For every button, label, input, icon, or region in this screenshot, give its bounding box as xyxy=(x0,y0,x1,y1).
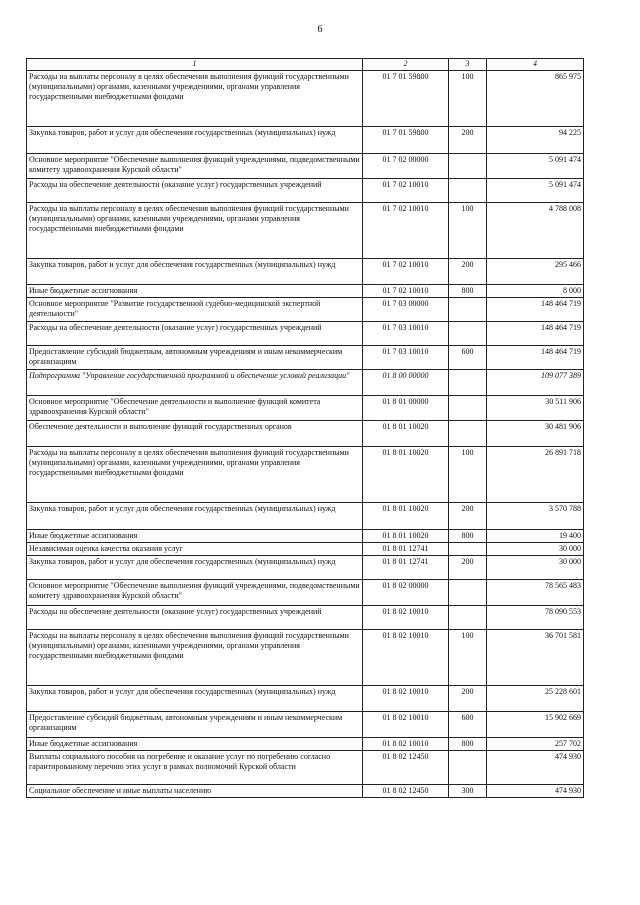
row-kind-cell: 600 xyxy=(449,712,487,738)
row-kind-cell xyxy=(449,580,487,606)
row-name-cell: Основное мероприятие "Обеспечение деятельности и выполнение функций комитета здравоохранения Курской области" xyxy=(27,396,363,421)
row-sum-cell: 30 000 xyxy=(487,543,584,556)
row-sum-cell: 3 570 788 xyxy=(487,503,584,530)
row-name-cell: Предоставление субсидий бюджетным, автономным учреждениям и иным некоммерческим организациям xyxy=(27,346,363,370)
row-kind-cell: 800 xyxy=(449,738,487,751)
row-kind-cell xyxy=(449,298,487,322)
table-row xyxy=(27,543,584,556)
column-header-3: 3 xyxy=(449,59,487,71)
row-name-cell: Подпрограмма "Управление государственной программой и обеспечение условий реализации" xyxy=(27,370,363,396)
row-code-cell: 01 8 02 00000 xyxy=(363,580,449,606)
table-row xyxy=(27,751,584,785)
row-kind-cell: 100 xyxy=(449,630,487,686)
row-code-cell: 01 7 01 59800 xyxy=(363,71,449,127)
row-sum-cell: 15 902 669 xyxy=(487,712,584,738)
row-code-cell: 01 7 02 00000 xyxy=(363,154,449,179)
row-sum-cell: 148 464 719 xyxy=(487,346,584,370)
row-name-cell: Закупка товаров, работ и услуг для обеспечения государственных (муниципальных) нужд xyxy=(27,259,363,285)
table-row xyxy=(27,556,584,580)
row-sum-cell: 5 091 474 xyxy=(487,154,584,179)
column-header-1: 1 xyxy=(27,59,363,71)
row-name-cell: Основное мероприятие "Обеспечение выполнения функций учреждениями, подведомственными комитету здравоохранения Курской области" xyxy=(27,154,363,179)
row-sum-cell: 257 702 xyxy=(487,738,584,751)
row-kind-cell: 200 xyxy=(449,503,487,530)
row-name-cell: Закупка товаров, работ и услуг для обеспечения государственных (муниципальных) нужд xyxy=(27,556,363,580)
row-name-cell: Обеспечение деятельности и выполнение функций государственных органов xyxy=(27,421,363,447)
row-sum-cell: 30 000 xyxy=(487,556,584,580)
row-sum-cell: 78 565 483 xyxy=(487,580,584,606)
row-kind-cell: 200 xyxy=(449,127,487,154)
row-sum-cell: 8 000 xyxy=(487,285,584,298)
row-sum-cell: 4 788 008 xyxy=(487,203,584,259)
table-row xyxy=(27,298,584,322)
row-code-cell: 01 7 02 10010 xyxy=(363,179,449,203)
row-name-cell: Иные бюджетные ассигнования xyxy=(27,530,363,543)
table-row xyxy=(27,630,584,686)
row-code-cell: 01 7 03 00000 xyxy=(363,298,449,322)
row-sum-cell: 5 091 474 xyxy=(487,179,584,203)
row-sum-cell: 19 400 xyxy=(487,530,584,543)
table-row xyxy=(27,738,584,751)
row-sum-cell: 109 077 389 xyxy=(487,370,584,396)
row-code-cell: 01 7 03 10010 xyxy=(363,322,449,346)
row-sum-cell: 148 464 719 xyxy=(487,322,584,346)
row-name-cell: Закупка товаров, работ и услуг для обеспечения государственных (муниципальных) нужд xyxy=(27,127,363,154)
row-kind-cell: 200 xyxy=(449,259,487,285)
row-code-cell: 01 8 01 12741 xyxy=(363,556,449,580)
row-kind-cell: 100 xyxy=(449,71,487,127)
row-code-cell: 01 8 02 10010 xyxy=(363,606,449,630)
row-name-cell: Выплаты социального пособия на погребение и оказание услуг по погребению согласно гарантированному перечню этих услуг в рамках полномочий Курской области xyxy=(27,751,363,785)
row-sum-cell: 474 930 xyxy=(487,785,584,798)
row-kind-cell xyxy=(449,179,487,203)
table-row xyxy=(27,203,584,259)
row-code-cell: 01 8 02 10010 xyxy=(363,712,449,738)
row-sum-cell: 94 225 xyxy=(487,127,584,154)
table-row xyxy=(27,396,584,421)
row-kind-cell: 100 xyxy=(449,203,487,259)
table-row xyxy=(27,127,584,154)
table-row xyxy=(27,712,584,738)
table-row xyxy=(27,370,584,396)
row-name-cell: Расходы на выплаты персоналу в целях обеспечения выполнения функций государственными (муниципальными) органами, казенными учреждениями, органами управления государственными внебюджетными фондами xyxy=(27,203,363,259)
row-name-cell: Предоставление субсидий бюджетным, автономным учреждениям и иным некоммерческим организациям xyxy=(27,712,363,738)
table-row xyxy=(27,580,584,606)
row-kind-cell xyxy=(449,543,487,556)
row-code-cell: 01 8 01 10020 xyxy=(363,530,449,543)
row-kind-cell: 100 xyxy=(449,447,487,503)
table-row xyxy=(27,71,584,127)
row-kind-cell: 600 xyxy=(449,346,487,370)
row-name-cell: Расходы на обеспечение деятельности (оказание услуг) государственных учреждений xyxy=(27,606,363,630)
page-number: 6 xyxy=(317,24,323,35)
row-code-cell: 01 7 02 10010 xyxy=(363,203,449,259)
table-row xyxy=(27,785,584,798)
row-kind-cell xyxy=(449,421,487,447)
table-row xyxy=(27,154,584,179)
row-sum-cell: 25 228 601 xyxy=(487,686,584,712)
row-name-cell: Иные бюджетные ассигнования xyxy=(27,738,363,751)
budget-table xyxy=(26,58,584,798)
row-code-cell: 01 7 01 59800 xyxy=(363,127,449,154)
table-row xyxy=(27,686,584,712)
table-row xyxy=(27,179,584,203)
row-code-cell: 01 8 02 12450 xyxy=(363,785,449,798)
row-kind-cell xyxy=(449,154,487,179)
row-code-cell: 01 7 02 10010 xyxy=(363,285,449,298)
row-sum-cell: 148 464 719 xyxy=(487,298,584,322)
row-sum-cell: 474 930 xyxy=(487,751,584,785)
row-name-cell: Расходы на обеспечение деятельности (оказание услуг) государственных учреждений xyxy=(27,322,363,346)
row-sum-cell: 36 701 581 xyxy=(487,630,584,686)
table-row xyxy=(27,530,584,543)
row-kind-cell: 800 xyxy=(449,530,487,543)
row-name-cell: Социальное обеспечение и иные выплаты населению xyxy=(27,785,363,798)
row-name-cell: Закупка товаров, работ и услуг для обеспечения государственных (муниципальных) нужд xyxy=(27,503,363,530)
row-sum-cell: 30 481 906 xyxy=(487,421,584,447)
row-code-cell: 01 8 01 10020 xyxy=(363,447,449,503)
table-row xyxy=(27,447,584,503)
table-row xyxy=(27,421,584,447)
row-sum-cell: 26 891 718 xyxy=(487,447,584,503)
row-sum-cell: 30 511 906 xyxy=(487,396,584,421)
row-kind-cell xyxy=(449,370,487,396)
row-kind-cell xyxy=(449,606,487,630)
table-header-row xyxy=(27,59,584,71)
row-code-cell: 01 8 01 10020 xyxy=(363,421,449,447)
row-name-cell: Независимая оценка качества оказания услуг xyxy=(27,543,363,556)
row-kind-cell: 300 xyxy=(449,785,487,798)
row-code-cell: 01 8 01 10020 xyxy=(363,503,449,530)
row-sum-cell: 78 090 553 xyxy=(487,606,584,630)
row-code-cell: 01 8 01 00000 xyxy=(363,396,449,421)
row-code-cell: 01 8 02 10010 xyxy=(363,630,449,686)
row-name-cell: Расходы на выплаты персоналу в целях обеспечения выполнения функций государственными (муниципальными) органами, казенными учреждениями, органами управления государственными внебюджетными фондами xyxy=(27,71,363,127)
row-name-cell: Расходы на выплаты персоналу в целях обеспечения выполнения функций государственными (муниципальными) органами, казенными учреждениями, органами управления государственными внебюджетными фондами xyxy=(27,630,363,686)
row-code-cell: 01 7 03 10010 xyxy=(363,346,449,370)
table-row xyxy=(27,346,584,370)
row-sum-cell: 865 975 xyxy=(487,71,584,127)
row-sum-cell: 295 466 xyxy=(487,259,584,285)
table-row xyxy=(27,285,584,298)
row-kind-cell xyxy=(449,751,487,785)
row-kind-cell: 200 xyxy=(449,556,487,580)
row-code-cell: 01 7 02 10010 xyxy=(363,259,449,285)
row-name-cell: Закупка товаров, работ и услуг для обеспечения государственных (муниципальных) нужд xyxy=(27,686,363,712)
table-row xyxy=(27,322,584,346)
row-kind-cell xyxy=(449,322,487,346)
row-name-cell: Основное мероприятие "Обеспечение выполнения функций учреждениями, подведомственными комитету здравоохранения Курской области" xyxy=(27,580,363,606)
row-code-cell: 01 8 00 00000 xyxy=(363,370,449,396)
row-name-cell: Расходы на выплаты персоналу в целях обеспечения выполнения функций государственными (муниципальными) органами, казенными учреждениями, органами управления государственными внебюджетными фондами xyxy=(27,447,363,503)
table-row xyxy=(27,259,584,285)
row-kind-cell xyxy=(449,396,487,421)
row-kind-cell: 200 xyxy=(449,686,487,712)
row-code-cell: 01 8 01 12741 xyxy=(363,543,449,556)
column-header-2: 2 xyxy=(363,59,449,71)
table-row xyxy=(27,606,584,630)
row-code-cell: 01 8 02 12450 xyxy=(363,751,449,785)
row-code-cell: 01 8 02 10010 xyxy=(363,686,449,712)
table-body xyxy=(27,71,584,798)
row-name-cell: Основное мероприятие "Развитие государственной судебно-медицинской экспертной деятельности" xyxy=(27,298,363,322)
column-header-4: 4 xyxy=(487,59,584,71)
row-name-cell: Расходы на обеспечение деятельности (оказание услуг) государственных учреждений xyxy=(27,179,363,203)
row-name-cell: Иные бюджетные ассигнования xyxy=(27,285,363,298)
row-code-cell: 01 8 02 10010 xyxy=(363,738,449,751)
table-row xyxy=(27,503,584,530)
row-kind-cell: 800 xyxy=(449,285,487,298)
